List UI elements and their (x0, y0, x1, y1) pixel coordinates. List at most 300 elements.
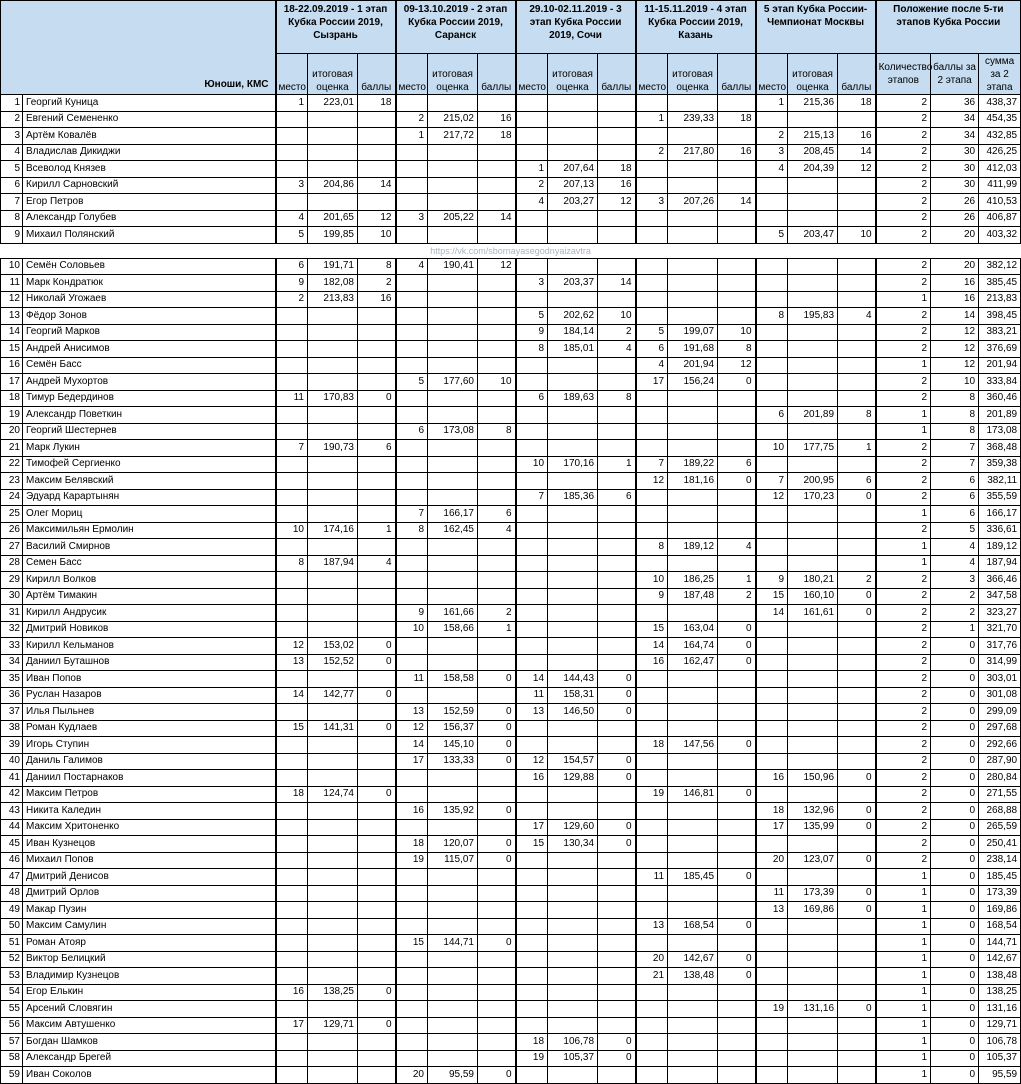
cell-s1-points (358, 605, 396, 622)
table-row (1, 671, 1021, 688)
cell-s1-place (276, 341, 308, 358)
cell-s5-score (788, 638, 838, 655)
cell-s3-score (548, 1017, 598, 1034)
cell-s4-score: 199,07 (668, 324, 718, 341)
cell-s1-score (308, 341, 358, 358)
cell-row-number: 44 (1, 819, 23, 836)
cell-s1-place (276, 128, 308, 145)
cell-s4-points (718, 671, 756, 688)
cell-s3-points (598, 555, 636, 572)
cell-s2-place (396, 770, 428, 787)
cell-s1-points: 6 (358, 440, 396, 457)
cell-athlete-name: Михаил Попов (23, 852, 276, 869)
cell-s4-place (636, 440, 668, 457)
cell-s5-points: 4 (838, 308, 876, 325)
table-row (1, 1050, 1021, 1067)
cell-s1-place: 11 (276, 390, 308, 407)
cell-s5-score: 203,47 (788, 227, 838, 244)
cell-s5-place (756, 918, 788, 935)
cell-stage-count: 2 (876, 753, 931, 770)
cell-s3-points (598, 984, 636, 1001)
cell-s4-points (718, 95, 756, 112)
cell-s3-place (516, 357, 548, 374)
cell-row-number: 41 (1, 770, 23, 787)
cell-sum-2: 213,83 (979, 291, 1021, 308)
cell-s1-score (308, 588, 358, 605)
cell-s2-points (478, 291, 516, 308)
cell-s1-place (276, 671, 308, 688)
cell-s4-points (718, 902, 756, 919)
cell-stage-count: 1 (876, 968, 931, 985)
cell-row-number: 35 (1, 671, 23, 688)
cell-s4-points: 0 (718, 869, 756, 886)
cell-s1-place (276, 819, 308, 836)
cell-s2-points (478, 770, 516, 787)
table-row (1, 803, 1021, 820)
cell-s4-points (718, 720, 756, 737)
cell-s3-points (598, 786, 636, 803)
cell-s1-points: 0 (358, 390, 396, 407)
cell-s5-points: 0 (838, 852, 876, 869)
cell-s4-score: 146,81 (668, 786, 718, 803)
cell-s3-points: 12 (598, 194, 636, 211)
cell-athlete-name: Андрей Анисимов (23, 341, 276, 358)
table-row (1, 984, 1021, 1001)
cell-stage-count: 2 (876, 128, 931, 145)
cell-s4-place (636, 687, 668, 704)
cell-row-number: 19 (1, 407, 23, 424)
cell-s4-place (636, 836, 668, 853)
cell-s5-points (838, 951, 876, 968)
cell-s3-points (598, 210, 636, 227)
cell-s1-score (308, 918, 358, 935)
cell-athlete-name: Владимир Кузнецов (23, 968, 276, 985)
cell-s1-points (358, 111, 396, 128)
cell-s2-points: 16 (478, 111, 516, 128)
cell-s2-place: 17 (396, 753, 428, 770)
cell-s1-place: 2 (276, 291, 308, 308)
cell-s1-points (358, 407, 396, 424)
cell-s5-place: 18 (756, 803, 788, 820)
cell-row-number: 22 (1, 456, 23, 473)
cell-s4-place (636, 770, 668, 787)
cell-s1-points (358, 456, 396, 473)
cell-s1-score (308, 1001, 358, 1018)
cell-stage-count: 2 (876, 374, 931, 391)
cell-stage-count: 1 (876, 291, 931, 308)
cell-s5-score (788, 423, 838, 440)
cell-s4-place: 17 (636, 374, 668, 391)
cell-s1-score (308, 423, 358, 440)
cell-row-number: 11 (1, 275, 23, 292)
table-row (1, 374, 1021, 391)
cell-row-number: 50 (1, 918, 23, 935)
cell-stage-count: 1 (876, 1001, 931, 1018)
table-row (1, 407, 1021, 424)
cell-s1-points (358, 324, 396, 341)
cell-s5-score (788, 704, 838, 721)
cell-s4-score (668, 984, 718, 1001)
cell-s1-points (358, 588, 396, 605)
table-row (1, 210, 1021, 227)
cell-s3-score: 144,43 (548, 671, 598, 688)
cell-s4-score: 156,24 (668, 374, 718, 391)
cell-s5-points (838, 753, 876, 770)
cell-s4-points (718, 291, 756, 308)
cell-s1-score: 153,02 (308, 638, 358, 655)
cell-s5-points: 0 (838, 1001, 876, 1018)
cell-s5-place: 15 (756, 588, 788, 605)
cell-row-number: 53 (1, 968, 23, 985)
cell-row-number: 21 (1, 440, 23, 457)
cell-s1-points (358, 968, 396, 985)
cell-s2-points (478, 144, 516, 161)
cell-s1-place: 16 (276, 984, 308, 1001)
cell-points-2: 0 (931, 819, 979, 836)
cell-s2-score (428, 539, 478, 556)
cell-row-number: 37 (1, 704, 23, 721)
cell-s2-score (428, 984, 478, 1001)
cell-s3-place: 19 (516, 1050, 548, 1067)
cell-s3-score: 129,88 (548, 770, 598, 787)
cell-s2-points (478, 687, 516, 704)
cell-points-2: 8 (931, 423, 979, 440)
cell-s1-place (276, 803, 308, 820)
subheader-place: место (516, 54, 548, 95)
cell-sum-2: 250,41 (979, 836, 1021, 853)
cell-s3-place (516, 407, 548, 424)
cell-s2-score (428, 968, 478, 985)
cell-s4-place (636, 308, 668, 325)
cell-s3-score (548, 539, 598, 556)
cell-s1-points (358, 918, 396, 935)
cell-points-2: 4 (931, 539, 979, 556)
cell-points-2: 6 (931, 473, 979, 490)
cell-s3-points (598, 803, 636, 820)
cell-s2-score (428, 95, 478, 112)
cell-s3-place (516, 423, 548, 440)
subheader-score: итоговая оценка (788, 54, 838, 95)
cell-s3-points: 0 (598, 1050, 636, 1067)
cell-s4-place: 18 (636, 737, 668, 754)
cell-s2-score: 135,92 (428, 803, 478, 820)
cell-s2-place (396, 456, 428, 473)
cell-s1-place: 14 (276, 687, 308, 704)
cell-s1-points: 1 (358, 522, 396, 539)
table-row (1, 902, 1021, 919)
cell-s3-place: 12 (516, 753, 548, 770)
cell-stage-count: 2 (876, 440, 931, 457)
cell-athlete-name: Тимофей Сергиенко (23, 456, 276, 473)
cell-s2-place (396, 407, 428, 424)
cell-s4-score (668, 605, 718, 622)
cell-points-2: 6 (931, 506, 979, 523)
table-row (1, 1067, 1021, 1084)
cell-s4-score (668, 161, 718, 178)
cell-athlete-name: Александр Брегей (23, 1050, 276, 1067)
cell-row-number: 59 (1, 1067, 23, 1084)
cell-s3-points (598, 654, 636, 671)
cell-points-2: 8 (931, 407, 979, 424)
cell-s2-points (478, 489, 516, 506)
cell-s4-place (636, 210, 668, 227)
cell-s5-points: 0 (838, 819, 876, 836)
cell-s1-points: 0 (358, 654, 396, 671)
cell-s5-place (756, 671, 788, 688)
cell-s3-score (548, 407, 598, 424)
cell-s4-score (668, 423, 718, 440)
cell-s3-points (598, 935, 636, 952)
cell-stage-count: 2 (876, 621, 931, 638)
cell-s1-place (276, 836, 308, 853)
cell-s5-score (788, 539, 838, 556)
table-row (1, 357, 1021, 374)
cell-s3-points: 6 (598, 489, 636, 506)
subheader-sum: сумма за 2 этапа (979, 54, 1021, 95)
cell-s1-place: 15 (276, 720, 308, 737)
cell-s4-place (636, 291, 668, 308)
cell-s3-place: 17 (516, 819, 548, 836)
cell-s1-score (308, 506, 358, 523)
cell-s4-score: 185,45 (668, 869, 718, 886)
cell-s3-points: 10 (598, 308, 636, 325)
cell-s3-score (548, 885, 598, 902)
cell-s4-points (718, 423, 756, 440)
cell-s4-place (636, 803, 668, 820)
cell-s4-score (668, 258, 718, 275)
subheader-points: баллы (718, 54, 756, 95)
cell-s4-score: 147,56 (668, 737, 718, 754)
cell-s5-place: 2 (756, 128, 788, 145)
cell-s1-place (276, 704, 308, 721)
cell-row-number: 56 (1, 1017, 23, 1034)
cell-s3-place (516, 638, 548, 655)
cell-s5-points (838, 1034, 876, 1051)
cell-row-number: 52 (1, 951, 23, 968)
table-row (1, 1017, 1021, 1034)
cell-s4-points (718, 522, 756, 539)
cell-s4-score: 207,26 (668, 194, 718, 211)
cell-s4-place (636, 1034, 668, 1051)
cell-s2-score (428, 869, 478, 886)
cell-s4-points: 10 (718, 324, 756, 341)
cell-sum-2: 268,88 (979, 803, 1021, 820)
cell-s2-place: 12 (396, 720, 428, 737)
cell-s3-place (516, 885, 548, 902)
cell-s1-place: 13 (276, 654, 308, 671)
cell-s5-score: 173,39 (788, 885, 838, 902)
cell-s4-points: 0 (718, 786, 756, 803)
cell-s2-score: 177,60 (428, 374, 478, 391)
cell-athlete-name: Иван Соколов (23, 1067, 276, 1084)
cell-s5-place (756, 687, 788, 704)
cell-s2-place (396, 687, 428, 704)
cell-sum-2: 355,59 (979, 489, 1021, 506)
cell-s1-score (308, 869, 358, 886)
cell-points-2: 0 (931, 951, 979, 968)
cell-s4-score: 201,94 (668, 357, 718, 374)
cell-s3-score (548, 95, 598, 112)
cell-sum-2: 383,21 (979, 324, 1021, 341)
cell-athlete-name: Кирилл Кельманов (23, 638, 276, 655)
cell-s2-score (428, 308, 478, 325)
cell-sum-2: 299,09 (979, 704, 1021, 721)
cell-athlete-name: Марк Лукин (23, 440, 276, 457)
cell-s5-score: 177,75 (788, 440, 838, 457)
cell-s5-place (756, 951, 788, 968)
cell-sum-2: 168,54 (979, 918, 1021, 935)
cell-s1-points: 8 (358, 258, 396, 275)
cell-s3-score: 154,57 (548, 753, 598, 770)
cell-points-2: 0 (931, 753, 979, 770)
cell-s5-score: 180,21 (788, 572, 838, 589)
cell-s4-place: 12 (636, 473, 668, 490)
cell-s5-points (838, 638, 876, 655)
cell-s5-score: 204,39 (788, 161, 838, 178)
cell-s3-score: 203,27 (548, 194, 598, 211)
cell-stage-count: 2 (876, 654, 931, 671)
cell-s2-place (396, 539, 428, 556)
cell-s1-score (308, 671, 358, 688)
cell-s3-points (598, 539, 636, 556)
cell-stage-count: 2 (876, 836, 931, 853)
cell-sum-2: 189,12 (979, 539, 1021, 556)
cell-s1-score (308, 128, 358, 145)
cell-s2-place: 4 (396, 258, 428, 275)
subheader-place: место (276, 54, 308, 95)
cell-s3-points: 16 (598, 177, 636, 194)
cell-s1-place: 9 (276, 275, 308, 292)
table-row (1, 473, 1021, 490)
cell-sum-2: 144,71 (979, 935, 1021, 952)
cell-points-2: 8 (931, 390, 979, 407)
cell-s5-score (788, 177, 838, 194)
cell-s2-score: 144,71 (428, 935, 478, 952)
cell-points-2: 30 (931, 177, 979, 194)
cell-s2-points (478, 572, 516, 589)
cell-stage-count: 2 (876, 324, 931, 341)
cell-s4-points (718, 753, 756, 770)
cell-stage-count: 2 (876, 341, 931, 358)
cell-s4-place (636, 275, 668, 292)
cell-s3-place (516, 1017, 548, 1034)
cell-s2-score (428, 654, 478, 671)
cell-stage-count: 2 (876, 473, 931, 490)
cell-s2-score (428, 456, 478, 473)
cell-s3-points: 0 (598, 819, 636, 836)
cell-s3-score: 130,34 (548, 836, 598, 853)
cell-s2-points (478, 407, 516, 424)
cell-stage-count: 1 (876, 1017, 931, 1034)
stage-3-header: 29.10-02.11.2019 - 3 этап Кубка России 2019, Сочи (516, 1, 636, 54)
cell-row-number: 46 (1, 852, 23, 869)
cell-s2-score (428, 161, 478, 178)
cell-stage-count: 1 (876, 918, 931, 935)
cell-stage-count: 1 (876, 951, 931, 968)
cell-s5-score: 201,89 (788, 407, 838, 424)
cell-s1-score (308, 836, 358, 853)
table-row (1, 539, 1021, 556)
cell-s5-score (788, 1050, 838, 1067)
cell-s1-points: 0 (358, 984, 396, 1001)
cell-s2-score (428, 440, 478, 457)
cell-s4-points (718, 177, 756, 194)
cell-s1-points (358, 473, 396, 490)
cell-s3-place (516, 555, 548, 572)
cell-s1-score (308, 770, 358, 787)
cell-row-number: 29 (1, 572, 23, 589)
cell-s3-score (548, 522, 598, 539)
cell-s2-place: 15 (396, 935, 428, 952)
cell-stage-count: 1 (876, 423, 931, 440)
cell-s5-score: 135,99 (788, 819, 838, 836)
cell-points-2: 0 (931, 704, 979, 721)
table-row (1, 227, 1021, 244)
cell-s5-place (756, 341, 788, 358)
cell-s5-score (788, 194, 838, 211)
cell-s5-points: 0 (838, 770, 876, 787)
cell-points-2: 0 (931, 786, 979, 803)
cell-s3-score: 207,13 (548, 177, 598, 194)
cell-s5-place: 10 (756, 440, 788, 457)
cell-s4-place: 4 (636, 357, 668, 374)
cell-sum-2: 336,61 (979, 522, 1021, 539)
cell-s2-place: 7 (396, 506, 428, 523)
cell-s4-score (668, 704, 718, 721)
cell-sum-2: 173,08 (979, 423, 1021, 440)
cell-s1-score (308, 357, 358, 374)
cell-s3-points (598, 605, 636, 622)
cell-s1-place (276, 144, 308, 161)
cell-s4-points (718, 803, 756, 820)
cell-s5-score: 169,86 (788, 902, 838, 919)
cell-s3-score (548, 605, 598, 622)
cell-s1-place: 3 (276, 177, 308, 194)
cell-athlete-name: Андрей Мухортов (23, 374, 276, 391)
cell-s3-place (516, 227, 548, 244)
table-row (1, 308, 1021, 325)
cell-s3-score (548, 111, 598, 128)
cell-s5-place: 7 (756, 473, 788, 490)
cell-s1-score (308, 852, 358, 869)
cell-s2-score (428, 1001, 478, 1018)
cell-s3-score: 106,78 (548, 1034, 598, 1051)
cell-s5-points (838, 275, 876, 292)
cell-stage-count: 2 (876, 95, 931, 112)
cell-s4-score (668, 128, 718, 145)
cell-points-2: 20 (931, 258, 979, 275)
cell-s1-points: 2 (358, 275, 396, 292)
cell-row-number: 31 (1, 605, 23, 622)
cell-s1-points (358, 836, 396, 853)
cell-row-number: 6 (1, 177, 23, 194)
cell-points-2: 0 (931, 1017, 979, 1034)
cell-stage-count: 2 (876, 588, 931, 605)
cell-row-number: 34 (1, 654, 23, 671)
cell-athlete-name: Арсений Словягин (23, 1001, 276, 1018)
cell-row-number: 47 (1, 869, 23, 886)
cell-s4-points (718, 275, 756, 292)
cell-stage-count: 2 (876, 489, 931, 506)
cell-points-2: 4 (931, 555, 979, 572)
table-row (1, 489, 1021, 506)
cell-s1-points (358, 852, 396, 869)
cell-s2-score: 215,02 (428, 111, 478, 128)
table-row (1, 456, 1021, 473)
cell-s5-score (788, 275, 838, 292)
cell-s5-points (838, 291, 876, 308)
table-row (1, 144, 1021, 161)
